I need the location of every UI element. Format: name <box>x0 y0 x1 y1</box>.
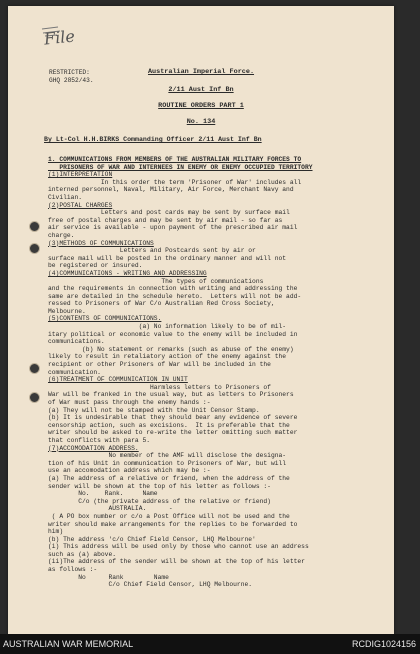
body-line: (4)COMMUNICATIONS - WRITING AND ADDRESSING <box>48 269 207 277</box>
body-line: In this order the term 'Prisoner of War' includes all <box>48 178 302 186</box>
body-line: free of postal charges and may be sent by air mail - so far as <box>48 216 283 224</box>
body-line: (a) They will not be stamped with the Unit Censor Stamp. <box>48 406 260 414</box>
body-line: (ii)The address of the sender will be shown at the top of his letter <box>48 558 305 566</box>
body-line: surface mail will be posted in the ordinary manner and will not <box>48 254 287 262</box>
body-line: (b) The address 'c/o Chief Field Censor, LHQ Melbourne' <box>48 535 256 543</box>
byline: By Lt-Col H.H.BIRKS Commanding Officer 2/11 Aust Inf Bn <box>44 136 262 143</box>
body-line: No member of the AMF will disclose the designa- <box>48 452 287 460</box>
body-line: (a) No information likely to be of mil- <box>48 323 287 331</box>
body-line: (6)TREATMENT OF COMMUNICATION IN UNIT <box>48 376 188 384</box>
body-line: writer should make arrangements for the replies to be forwarded to <box>48 520 298 528</box>
body-line: such as (a) above. <box>48 550 117 558</box>
body-line: itary political or economic value to the enemy will be included in <box>48 330 298 338</box>
body-line: (1)INTERPRETATION <box>48 171 113 179</box>
orders-body <box>48 156 390 589</box>
body-line: (2)POSTAL CHARGES <box>48 201 113 209</box>
body-line: (3)METHODS OF COMMUNICATIONS <box>48 239 154 247</box>
punch-hole <box>29 221 40 232</box>
body-line: communications. <box>48 338 105 346</box>
body-line: recipient or other Prisoners of War will be included in the <box>48 361 271 369</box>
body-line: him) <box>48 528 64 536</box>
body-line: The types of communications <box>48 277 264 285</box>
punch-hole <box>29 363 40 374</box>
orders-number: No. 134 <box>186 118 216 126</box>
punch-hole <box>29 243 40 254</box>
body-line: interned personnel, Naval, Military, Air Force, Merchant Navy and <box>48 186 294 194</box>
body-line: likely to result in retaliatory action of the enemy against the <box>48 353 287 361</box>
body-line: No. Rank. Name <box>48 490 158 498</box>
body-line: No Rank Name <box>48 573 169 581</box>
body-line: that conflicts with para 5. <box>48 436 151 444</box>
document-page <box>8 6 394 634</box>
body-line: Civilian. <box>48 193 83 201</box>
body-line: Letters and post cards may be sent by surface mail <box>48 209 290 217</box>
body-line: (5)CONTENTS OF COMMUNICATIONS. <box>48 315 162 323</box>
body-line: (i) This address will be used only by those who cannot use an address <box>48 543 309 551</box>
body-line: Harmless letters to Prisoners of <box>48 383 271 391</box>
restricted-reference: GHQ 2852/43. <box>49 77 94 84</box>
body-line: same are detailed in the schedule hereto. Letters will not be add- <box>48 292 302 300</box>
body-line: charge. <box>48 231 75 239</box>
body-line: sender will be shown at the top of his letter as follows :- <box>48 482 271 490</box>
body-line: War will be franked in the usual way, but as letters to Prisoners <box>48 391 294 399</box>
body-line: (b) No statement or remarks (such as abuse of the enemy) <box>48 345 294 353</box>
body-line: (7)ACCOMODATION ADDRESS. <box>48 444 139 452</box>
body-line: AUSTRALIA. - <box>48 505 173 513</box>
body-line: PRISONERS OF WAR AND INTERNEES IN ENEMY OR ENEMY OCCUPIED TERRITORY <box>48 163 313 171</box>
body-line: ressed to Prisoners of War C/o Australian Red Cross Society, <box>48 300 275 308</box>
body-line: 1. COMMUNICATIONS FROM MEMBERS OF THE AUSTRALIAN MILITARY FORCES TO <box>48 156 302 163</box>
body-line: C/o (the private address of the relative or friend) <box>48 497 271 505</box>
org-heading: Australian Imperial Force. <box>147 68 255 76</box>
body-line: writer should be asked to re-write the letter omitting such matter <box>48 429 298 437</box>
body-line: Letters and Postcards sent by air or <box>48 247 256 255</box>
body-line: censorship action, such as excisions. It is preferable that the <box>48 421 290 429</box>
body-line: ( A PO box number or c/o a Post Office will not be used and the <box>48 512 290 520</box>
body-line: of War must pass through the enemy hands :- <box>48 399 211 406</box>
body-line: (a) The address of a relative or friend, when the address of the <box>48 474 290 482</box>
restricted-label: RESTRICTED: <box>49 69 90 76</box>
unit-heading: 2/11 Aust Inf Bn <box>168 86 234 94</box>
body-line: communication. <box>48 368 101 376</box>
archive-reference: RCDIG1024156 <box>351 639 416 649</box>
handwritten-note: File <box>43 26 76 49</box>
orders-title: ROUTINE ORDERS PART 1 <box>158 102 244 110</box>
body-line: air service is available - upon payment of the prescribed air mail <box>48 224 298 232</box>
body-line: use an accomodation address which may be :- <box>48 467 211 475</box>
body-line: (b) It is undesirable that they should bear any evidence of severe <box>48 414 298 422</box>
punch-hole <box>29 392 40 403</box>
body-line: Melbourne. <box>48 307 86 315</box>
archive-footer <box>0 634 420 654</box>
body-line: tion of his Unit in communication to Prisoners of War, but will <box>48 459 287 467</box>
body-line: and the requirements in connection with writing and addressing the <box>48 285 298 293</box>
body-line: be registered or insured. <box>48 262 143 270</box>
body-line: C/o Chief Field Censor, LHQ Melbourne. <box>48 581 253 589</box>
archive-name: AUSTRALIAN WAR MEMORIAL <box>3 639 134 649</box>
body-line: as follows :- <box>48 566 98 574</box>
